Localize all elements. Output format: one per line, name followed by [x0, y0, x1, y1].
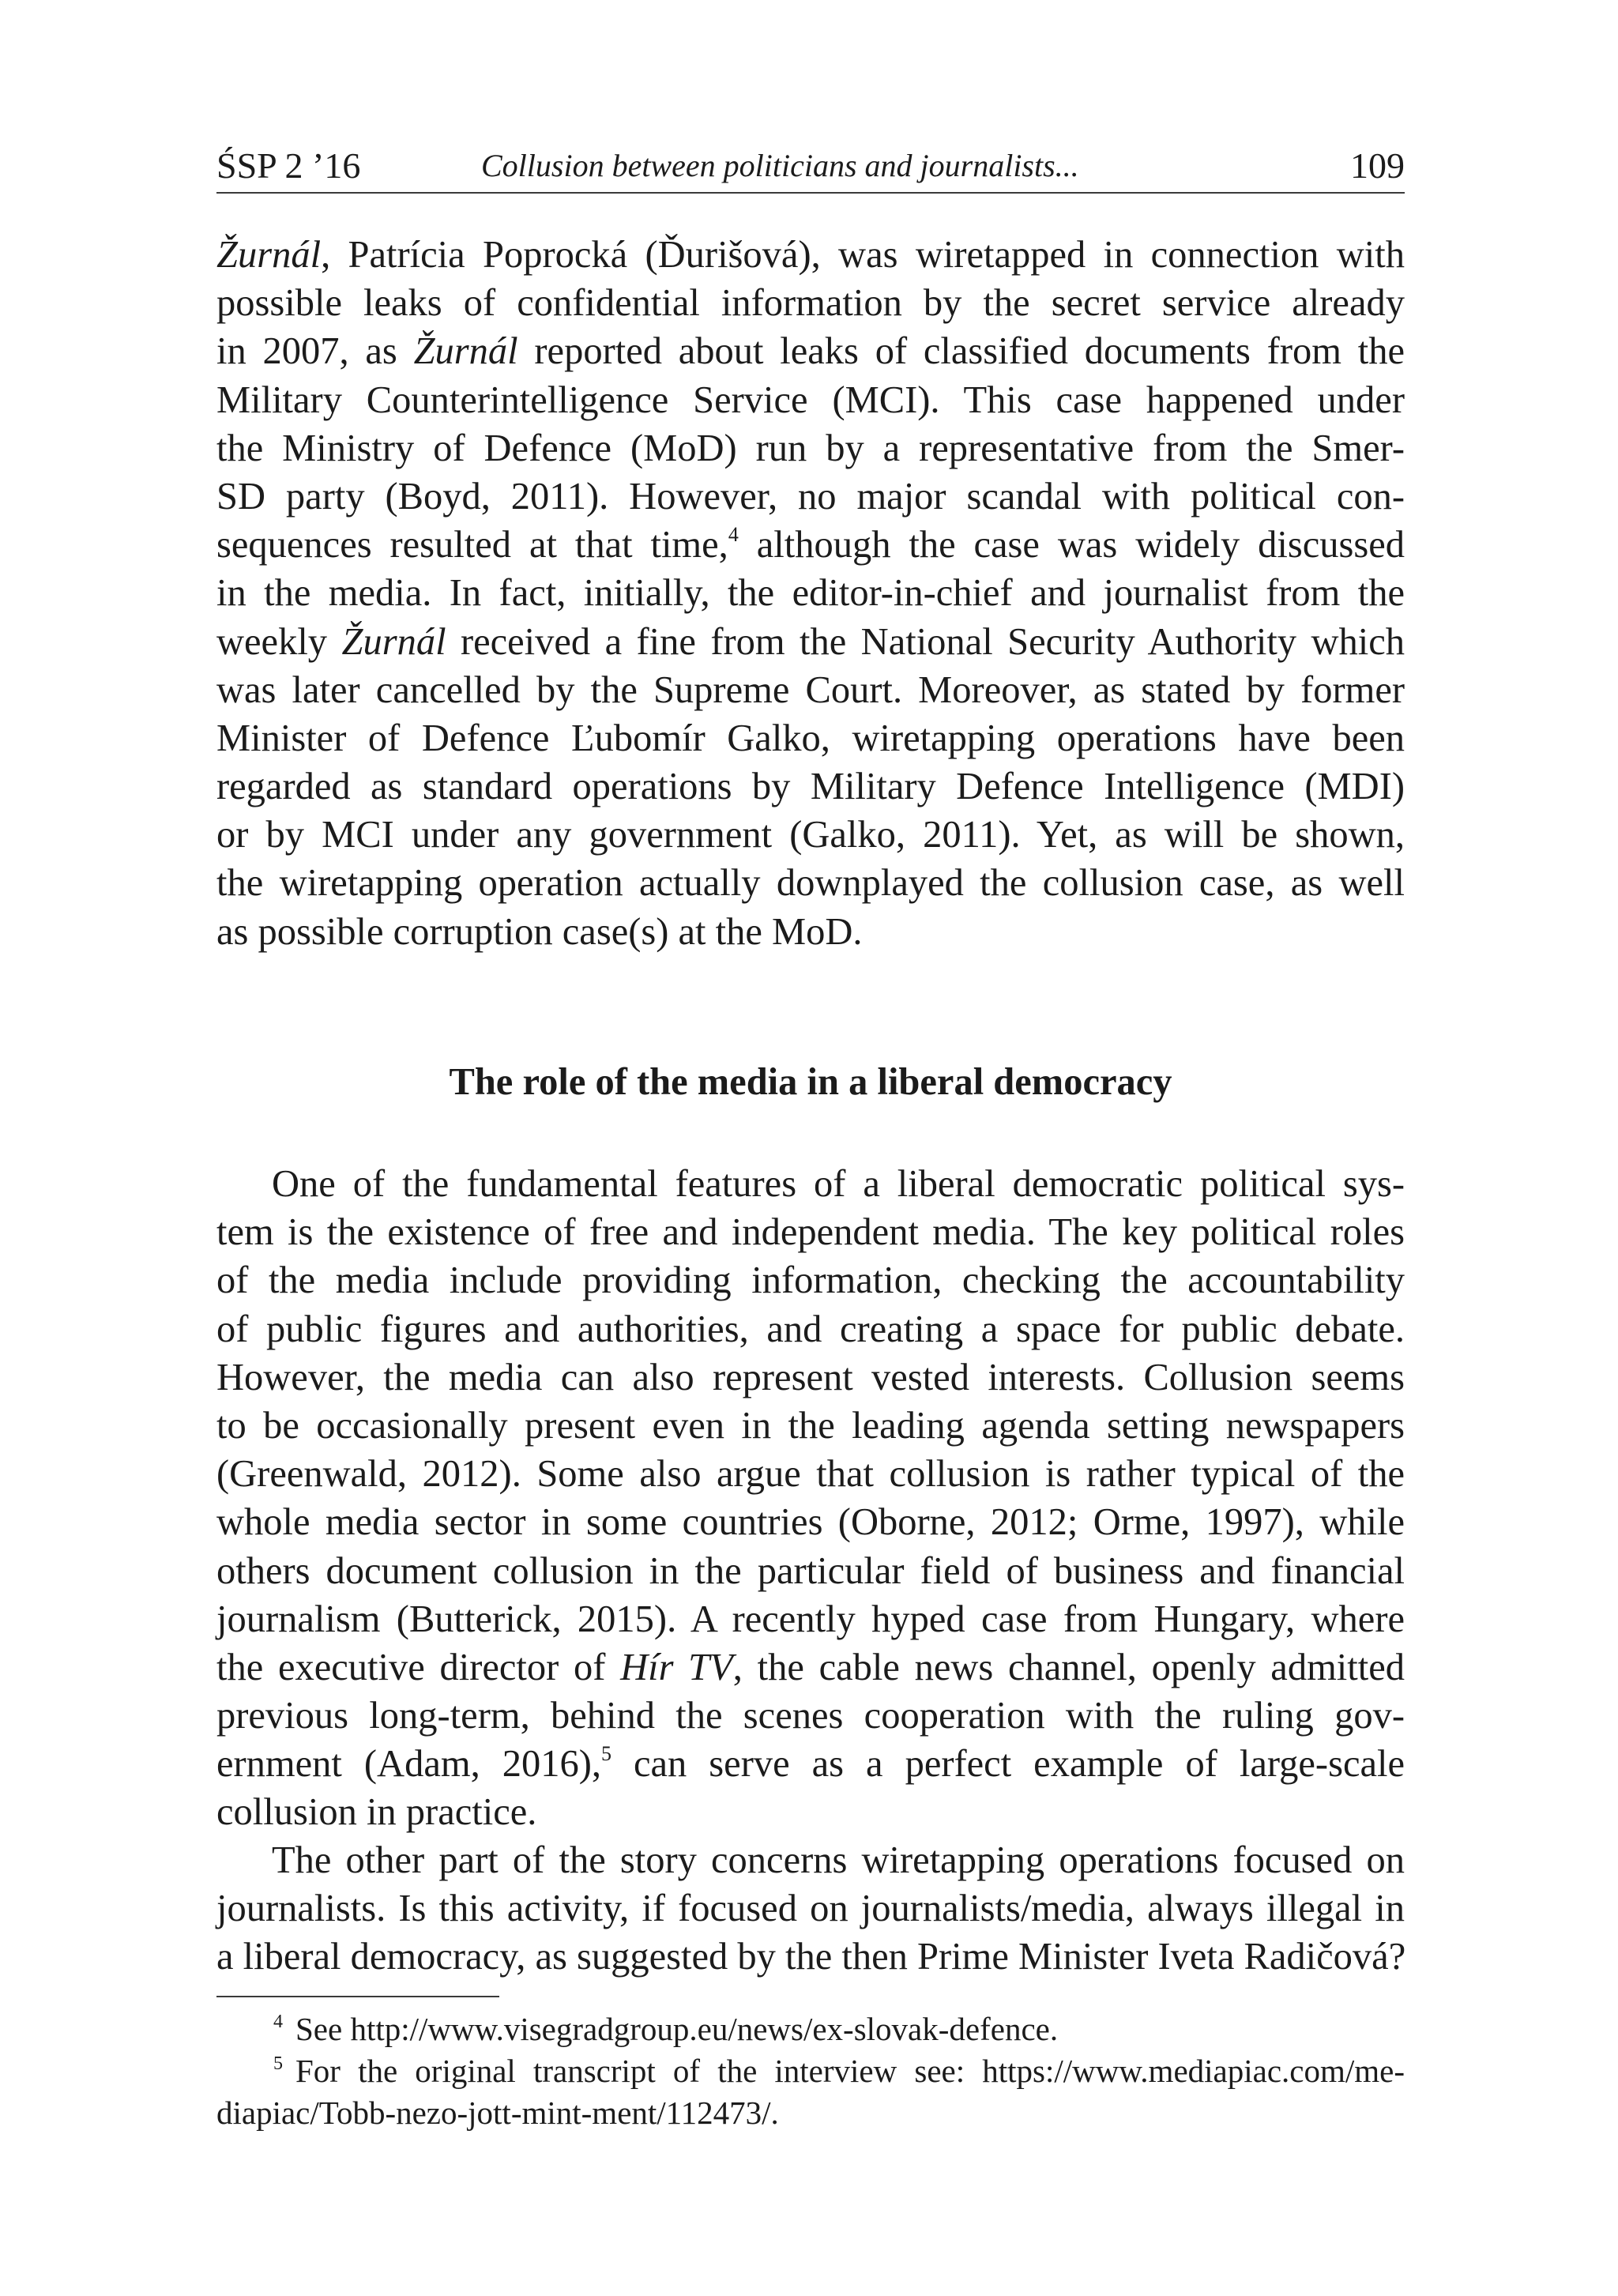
footnote-5: $^5$ For the original transcript of the interview see: https://www.mediapiac.com/me- — [273, 2053, 1405, 2089]
text-line: of the media include providing information, checking the accountability — [216, 1259, 1405, 1302]
text-line: Military Counterintelligence Service (MCI). This case happened under — [216, 378, 1405, 421]
footnote-ref-5: 5 — [601, 1742, 611, 1766]
text-line: journalism (Butterick, 2015). A recently hyped case from Hungary, where — [216, 1598, 1405, 1640]
text-line: in 2007, as Žurnál reported about leaks of classified documents from the — [216, 330, 1405, 373]
text-line: to be occasionally present even in the leading agenda setting newspapers — [216, 1404, 1405, 1447]
text-line: in the media. In fact, initially, the editor-in-chief and journalist from the — [216, 572, 1405, 615]
paragraph — [216, 1160, 1405, 1837]
text-line: others document collusion in the particular field of business and financial — [216, 1549, 1405, 1592]
text-line: ernment (Adam, 2016),$^5$ can serve as a perfect example of large-scale — [216, 1742, 1405, 1786]
text-line: the wiretapping operation actually downplayed the collusion case, as well — [216, 862, 1405, 905]
running-title: Collusion between politicians and journalists... — [481, 148, 1079, 183]
text-line: tem is the existence of free and independent media. The key political roles — [216, 1211, 1405, 1254]
text-line: Žurnál, Patrícia Poprocká (Ďurišová), was wiretapped in connection with — [216, 234, 1405, 276]
footnote-rule — [216, 1996, 499, 1997]
paragraph — [216, 1836, 1405, 1982]
footnote-4: $^4$ See http://www.visegradgroup.eu/news/ex-slovak-defence. — [273, 2011, 1059, 2047]
text-line: previous long-term, behind the scenes cooperation with the ruling gov- — [216, 1695, 1405, 1737]
text-line: SD party (Boyd, 2011). However, no major scandal with political con- — [216, 475, 1405, 518]
text-line: sequences resulted at that time,$^4$ although the case was widely discussed — [216, 523, 1405, 566]
text-line: journalists. Is this activity, if focused on journalists/media, always illegal in — [216, 1888, 1405, 1930]
text-line: possible leaks of confidential information by the secret service already — [216, 282, 1405, 325]
footnote-link[interactable]: For the original transcript of the interview see: https://www.mediapiac.com/me- — [295, 2053, 1405, 2089]
paragraph-continued — [216, 231, 1405, 956]
text-line: (Greenwald, 2012). Some also argue that collusion is rather typical of the — [216, 1453, 1405, 1496]
text-line: as possible corruption case(s) at the MoD. — [216, 910, 863, 953]
text-line: of public figures and authorities, and creating a space for public debate. — [216, 1308, 1405, 1350]
page-number: 109 — [1350, 145, 1405, 186]
text-line: weekly Žurnál received a fine from the National Security Authority which — [216, 620, 1405, 663]
text-line: the executive director of Hír TV, the cable news channel, openly admitted — [216, 1646, 1405, 1688]
footnote-link[interactable]: See http://www.visegradgroup.eu/news/ex-slovak-defence. — [295, 2011, 1059, 2047]
section-heading: The role of the media in a liberal democracy — [449, 1061, 1172, 1103]
text-line: One of the fundamental features of a liberal democratic political sys- — [272, 1163, 1405, 1205]
footnote-ref-4: 4 — [728, 523, 739, 547]
text-line: or by MCI under any government (Galko, 2011). Yet, as will be shown, — [216, 814, 1405, 856]
text-line: the Ministry of Defence (MoD) run by a representative from the Smer- — [216, 427, 1405, 469]
text-line: regarded as standard operations by Military Defence Intelligence (MDI) — [216, 766, 1405, 808]
text-line: Minister of Defence Ľubomír Galko, wiretapping operations have been — [216, 717, 1405, 759]
text-line: However, the media can also represent vested interests. Collusion seems — [216, 1356, 1405, 1398]
journal-issue: ŚSP 2 ’16 — [216, 145, 361, 186]
text-line: a liberal democracy, as suggested by the then Prime Minister Iveta Radičová? — [216, 1936, 1406, 1978]
footnote-5-continuation[interactable]: diapiac/Tobb-nezo-jott-mint-ment/112473/. — [216, 2095, 779, 2131]
running-head — [216, 142, 1405, 190]
header-rule — [216, 192, 1405, 194]
text-line: The other part of the story concerns wiretapping operations focused on — [272, 1839, 1405, 1881]
text-line: whole media sector in some countries (Oborne, 2012; Orme, 1997), while — [216, 1501, 1405, 1544]
text-line: was later cancelled by the Supreme Court. Moreover, as stated by former — [216, 668, 1405, 711]
text-line: collusion in practice. — [216, 1791, 537, 1834]
footnotes — [216, 2008, 1405, 2134]
